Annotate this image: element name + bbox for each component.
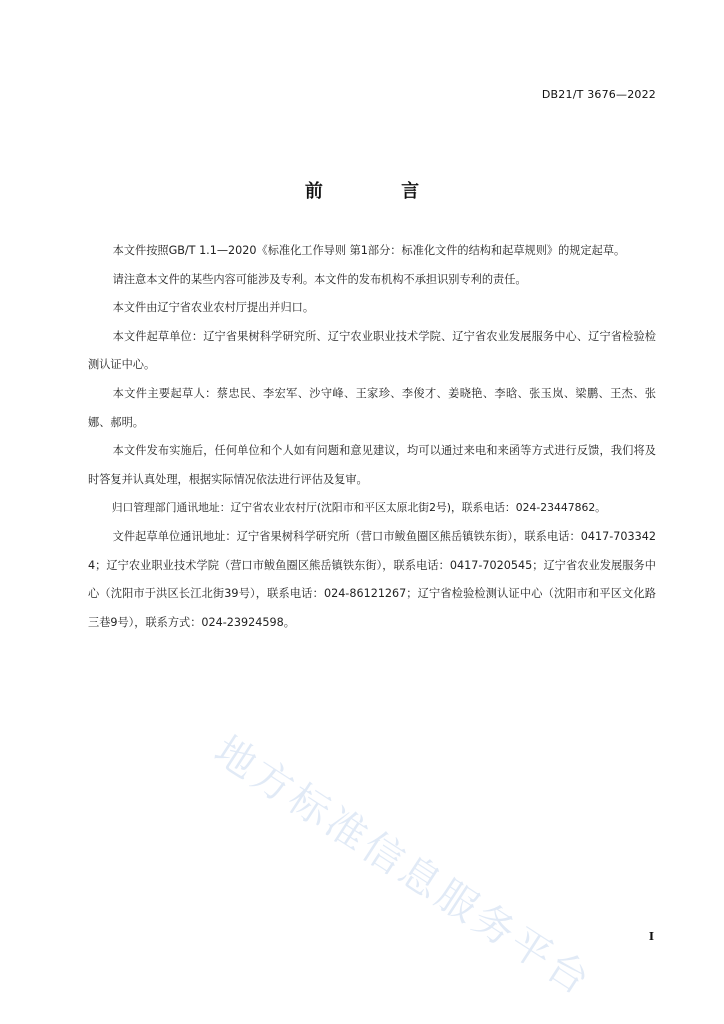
paragraph-feedback: 本文件发布实施后，任何单位和个人如有问题和意见建议，均可以通过来电和来函等方式进行反馈，我们将及时答复并认真处理，根据实际情况依法进行评估及复审。 bbox=[88, 444, 656, 486]
paragraph-drafting-units: 本文件起草单位：辽宁省果树科学研究所、辽宁农业职业技术学院、辽宁省农业发展服务中心、辽宁省检验检测认证中心。 bbox=[88, 329, 656, 372]
paragraph-drafting-unit-addresses: 文件起草单位通讯地址：辽宁省果树科学研究所（营口市鲅鱼圈区熊岳镇铁东街），联系电话：0417-7033424；辽宁农业职业技术学院（营口市鲅鱼圈区熊岳镇铁东街），联系电话：0417-7020545；辽宁省农业发展服务中心（沈阳市于洪区长江北街39号），联系电话：024-86121267；辽宁省检验检测认证中心（沈阳市和平区文化路三巷9号），联系方式：024-23924598。 bbox=[88, 529, 656, 629]
page-title: 前 言 bbox=[304, 181, 456, 202]
watermark: 地方标准信息服务平台 bbox=[206, 727, 601, 1006]
paragraph-drafting-rules: 本文件按照GB/T 1.1—2020《标准化工作导则 第1部分：标准化文件的结构和起草规则》的规定起草。 bbox=[112, 244, 626, 257]
paragraph-main-drafters: 本文件主要起草人：蔡忠民、李宏军、沙守峰、王家珍、李俊才、姜晓艳、李晗、张玉岚、梁鹏、王杰、张娜、郝明。 bbox=[88, 386, 656, 429]
standard-code: DB21/T 3676—2022 bbox=[541, 88, 656, 101]
page-number: I bbox=[648, 930, 654, 943]
foreword-body bbox=[88, 237, 656, 637]
paragraph-patent-notice: 请注意本文件的某些内容可能涉及专利。本文件的发布机构不承担识别专利的责任。 bbox=[112, 272, 527, 286]
paragraph-management-address: 归口管理部门通讯地址：辽宁省农业农村厅(沈阳市和平区太原北街2号)，联系电话：024-23447862。 bbox=[111, 501, 606, 515]
paragraph-proposer: 本文件由辽宁省农业农村厅提出并归口。 bbox=[112, 301, 315, 315]
